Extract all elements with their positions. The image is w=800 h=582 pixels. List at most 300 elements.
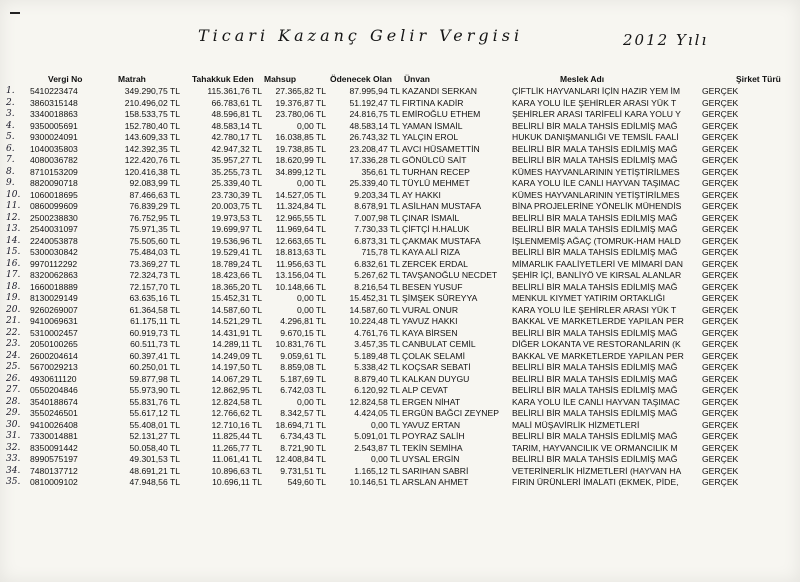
unvan-cell: UYSAL ERGİN [402,454,460,464]
tahakkuk-cell: 35.957,27 TL [211,155,262,165]
handwritten-year: 2012 Yılı [623,31,709,49]
row-number: 23. [6,339,21,349]
tahakkuk-cell: 42.947,32 TL [211,143,262,154]
meslek-cell: BELİRLİ BİR MALA TAHSİS EDİLMİŞ MAĞ [512,373,678,384]
meslek-cell: BELİRLİ BİR MALA TAHSİS EDİLMİŞ MAĞ [512,120,678,131]
sirket-cell: GERÇEK [702,442,739,453]
mahsup-cell: 12.408,84 TL [275,454,326,464]
mahsup-cell: 8.859,08 TL [280,362,326,372]
mahsup-cell: 8.342,57 TL [280,408,326,418]
mahsup-cell: 9.731,51 TL [280,465,326,476]
vergi-no-cell: 5300030842 [30,247,78,257]
mahsup-cell: 27.365,82 TL [275,86,326,96]
matrah-cell: 75.971,35 TL [129,224,180,234]
unvan-cell: VURAL ONUR [402,304,459,315]
mahsup-cell: 18.813,63 TL [275,247,326,257]
unvan-cell: KAZANDI SERKAN [402,86,477,96]
sirket-cell: GERÇEK [702,385,739,395]
tahakkuk-cell: 14.249,09 TL [211,350,262,361]
vergi-no-cell: 9970112292 [30,258,78,269]
tahakkuk-cell: 15.452,31 TL [211,293,262,303]
header-tahakkuk: Tahakkuk Eden [192,74,254,84]
tahakkuk-cell: 19.699,97 TL [211,224,262,234]
meslek-cell: HUKUK DANIŞMANLIĞI VE TEMSİL FAALİ [512,132,679,142]
matrah-cell: 61.364,58 TL [129,304,180,315]
sirket-cell: GERÇEK [702,224,739,234]
mahsup-cell: 0,00 TL [297,293,326,303]
matrah-cell: 76.752,95 TL [129,212,180,223]
sirket-cell: GERÇEK [702,350,739,361]
table-row [0,477,800,489]
header-mahsup: Mahsup [264,74,297,84]
odenecek-cell: 7.730,33 TL [354,224,400,234]
matrah-cell: 120.416,38 TL [124,166,180,177]
matrah-cell: 152.780,40 TL [124,120,180,131]
vergi-no-cell: 3550246501 [30,408,78,418]
vergi-no-cell: 9350005691 [30,120,78,131]
meslek-cell: ÇİFTLİK HAYVANLARI İÇİN HAZIR YEM İM [512,86,681,96]
sirket-cell: GERÇEK [702,97,739,108]
table-row [0,155,800,167]
tahakkuk-cell: 48.596,81 TL [211,109,262,119]
table-row [0,247,800,259]
tahakkuk-cell: 10.696,11 TL [212,477,262,487]
vergi-no-cell: 5410223474 [30,86,78,96]
row-number: 18. [6,281,21,292]
sirket-cell: GERÇEK [702,132,739,142]
row-number: 7. [6,155,15,165]
mahsup-cell: 13.156,04 TL [275,270,326,280]
sirket-cell: GERÇEK [702,362,739,372]
mahsup-cell: 9.670,15 TL [280,327,326,338]
tahakkuk-cell: 14.067,29 TL [211,373,262,384]
vergi-no-cell: 8710153209 [30,166,78,177]
row-number: 16. [6,258,21,269]
matrah-cell: 142.392,35 TL [124,143,180,154]
vergi-no-cell: 0550204846 [30,385,78,395]
meslek-cell: BELİRLİ BİR MALA TAHSİS EDİLMİŞ MAĞ [512,247,678,257]
vergi-no-cell: 2240053878 [30,235,78,246]
sirket-cell: GERÇEK [702,396,739,407]
matrah-cell: 55.973,90 TL [129,385,180,395]
tahakkuk-cell: 35.255,73 TL [211,166,262,177]
meslek-cell: BELİRLİ BİR MALA TAHSİS EDİLMİŞ MAĞ [512,155,678,165]
sirket-cell: GERÇEK [702,258,739,269]
row-number: 1. [6,86,15,96]
table-row [0,270,800,282]
mahsup-cell: 12.965,55 TL [275,212,326,223]
vergi-no-cell: 8820090718 [30,178,78,188]
row-number: 22. [6,327,21,338]
unvan-cell: POYRAZ SALİH [402,431,465,441]
matrah-cell: 50.058,40 TL [129,442,180,453]
row-number: 21. [6,316,21,326]
row-number: 20. [6,304,21,315]
row-number: 19. [6,293,21,303]
unvan-cell: ERGÜN BAĞCI ZEYNEP [402,408,499,418]
sirket-cell: GERÇEK [702,178,739,188]
sirket-cell: GERÇEK [702,373,739,384]
unvan-cell: ÇAKMAK MUSTAFA [402,235,481,246]
sirket-cell: GERÇEK [702,431,739,441]
unvan-cell: KOÇSAR SEBATİ [402,362,471,372]
header-sirket: Şirket Türü [736,74,781,84]
odenecek-cell: 5.338,42 TL [354,362,400,372]
tahakkuk-cell: 14.289,11 TL [212,339,262,349]
unvan-cell: BESEN YUSUF [402,281,463,292]
sirket-cell: GERÇEK [702,109,739,119]
odenecek-cell: 7.007,98 TL [354,212,400,223]
meslek-cell: MENKUL KIYMET YATIRIM ORTAKLIĞI [512,293,665,303]
tahakkuk-cell: 19.973,53 TL [211,212,262,223]
row-number: 6. [6,143,15,154]
tahakkuk-cell: 11.265,77 TL [212,442,262,453]
row-number: 26. [6,373,21,384]
mahsup-cell: 0,00 TL [297,178,326,188]
sirket-cell: GERÇEK [702,201,739,211]
vergi-no-cell: 2540031097 [30,224,78,234]
odenecek-cell: 23.208,47 TL [349,143,400,154]
row-number: 31. [6,431,21,441]
unvan-cell: KAYA ALİ RIZA [402,247,460,257]
table-row [0,443,800,455]
mahsup-cell: 11.324,84 TL [276,201,326,211]
odenecek-cell: 5.091,01 TL [354,431,400,441]
odenecek-cell: 8.879,40 TL [354,373,400,384]
odenecek-cell: 4.424,05 TL [354,408,400,418]
table-row [0,167,800,179]
meslek-cell: BELİRLİ BİR MALA TAHSİS EDİLMİŞ MAĞ [512,327,678,338]
odenecek-cell: 15.452,31 TL [349,293,400,303]
meslek-cell: BELİRLİ BİR MALA TAHSİS EDİLMİŞ MAĞ [512,224,678,234]
tahakkuk-cell: 10.896,63 TL [211,465,262,476]
vergi-no-cell: 8350091442 [30,442,78,453]
mahsup-cell: 11.969,64 TL [276,224,326,234]
odenecek-cell: 25.339,40 TL [349,178,400,188]
meslek-cell: BELİRLİ BİR MALA TAHSİS EDİLMİŞ MAĞ [512,143,678,154]
matrah-cell: 73.369,27 TL [129,258,180,269]
tahakkuk-cell: 19.529,41 TL [211,247,262,257]
unvan-cell: ARSLAN AHMET [402,477,469,487]
sirket-cell: GERÇEK [702,477,739,487]
table-row [0,132,800,144]
sirket-cell: GERÇEK [702,86,739,96]
meslek-cell: KARA YOLU İLE CANLI HAYVAN TAŞIMAC [512,178,680,188]
unvan-cell: TAVŞANOĞLU NECDET [402,270,498,280]
corner-mark [10,12,20,14]
meslek-cell: BELİRLİ BİR MALA TAHSİS EDİLMİŞ MAĞ [512,362,678,372]
row-number: 24. [6,350,21,361]
odenecek-cell: 5.189,48 TL [354,350,400,361]
mahsup-cell: 8.721,90 TL [280,442,326,453]
table-row [0,236,800,248]
tahakkuk-cell: 14.431,91 TL [211,327,262,338]
unvan-cell: ZERCEK ERDAL [402,258,468,269]
table-row [0,431,800,443]
odenecek-cell: 6.873,31 TL [354,235,400,246]
unvan-cell: ÇİFTÇİ H.HALUK [402,224,470,234]
mahsup-cell: 34.899,12 TL [275,166,326,177]
row-number: 8. [6,166,15,177]
tahakkuk-cell: 12.862,95 TL [211,385,262,395]
row-number: 5. [6,132,15,142]
sirket-cell: GERÇEK [702,155,739,165]
vergi-no-cell: 3860315148 [30,97,78,108]
matrah-cell: 349.290,75 TL [124,86,180,96]
row-number: 34. [6,465,21,476]
table-row [0,408,800,420]
header-unvan: Ünvan [404,74,430,84]
vergi-no-cell: 3340018863 [30,109,78,119]
row-number: 3. [6,109,15,119]
sirket-cell: GERÇEK [702,293,739,303]
sirket-cell: GERÇEK [702,339,739,349]
meslek-cell: VETERİNERLİK HİZMETLERİ (HAYVAN HA [512,465,682,476]
meslek-cell: KARA YOLU İLE ŞEHİRLER ARASI YÜK T [512,97,677,108]
vergi-no-cell: 1660018889 [30,281,78,292]
table-row [0,201,800,213]
odenecek-cell: 8.678,91 TL [354,201,400,211]
odenecek-cell: 9.203,34 TL [354,189,400,200]
odenecek-cell: 87.995,94 TL [349,86,400,96]
sirket-cell: GERÇEK [702,270,739,280]
mahsup-cell: 9.059,61 TL [280,350,326,361]
tahakkuk-cell: 11.061,41 TL [212,454,262,464]
tahakkuk-cell: 42.780,17 TL [211,132,262,142]
mahsup-cell: 14.527,05 TL [275,189,326,200]
matrah-cell: 92.083,99 TL [129,178,180,188]
row-number: 13. [6,224,21,234]
table-row [0,259,800,271]
odenecek-cell: 8.216,54 TL [354,281,400,292]
table-row [0,328,800,340]
odenecek-cell: 715,78 TL [361,247,400,257]
table-row [0,351,800,363]
vergi-no-cell: 2600204614 [30,350,78,361]
matrah-cell: 55.408,01 TL [129,419,180,430]
sirket-cell: GERÇEK [702,120,739,131]
matrah-cell: 87.466,63 TL [129,189,180,200]
table-row [0,397,800,409]
meslek-cell: MALİ MÜŞAVİRLİK HİZMETLERİ [512,419,640,430]
unvan-cell: YALÇIN EROL [402,132,459,142]
table-row [0,305,800,317]
odenecek-cell: 5.267,62 TL [354,270,400,280]
unvan-cell: ALP CEVAT [402,385,448,395]
matrah-cell: 158.533,75 TL [124,109,180,119]
odenecek-cell: 3.457,35 TL [354,339,400,349]
sirket-cell: GERÇEK [702,465,739,476]
matrah-cell: 52.131,27 TL [129,431,180,441]
row-number: 10. [6,189,21,200]
mahsup-cell: 19.376,87 TL [275,97,326,108]
vergi-no-cell: 3540188674 [30,396,78,407]
matrah-cell: 143.609,33 TL [124,132,180,142]
vergi-no-cell: 8130029149 [30,293,78,303]
table-row [0,213,800,225]
vergi-no-cell: 5670029213 [30,362,78,372]
odenecek-cell: 12.824,58 TL [349,396,400,407]
tahakkuk-cell: 19.536,96 TL [211,235,262,246]
meslek-cell: BAKKAL VE MARKETLERDE YAPILAN PER [512,316,684,326]
tahakkuk-cell: 18.789,24 TL [211,258,262,269]
matrah-cell: 61.175,11 TL [130,316,180,326]
meslek-cell: BELİRLİ BİR MALA TAHSİS EDİLMİŞ MAĞ [512,454,678,464]
tahakkuk-cell: 14.521,29 TL [211,316,262,326]
odenecek-cell: 6.120,92 TL [354,385,400,395]
mahsup-cell: 6.742,03 TL [280,385,326,395]
row-number: 35. [6,477,21,487]
meslek-cell: BELİRLİ BİR MALA TAHSİS EDİLMİŞ MAĞ [512,408,678,418]
matrah-cell: 75.505,60 TL [129,235,180,246]
unvan-cell: AVCI HÜSAMETTİN [402,143,480,154]
row-number: 33. [6,454,21,464]
row-number: 12. [6,212,21,223]
tahakkuk-cell: 12.710,16 TL [211,419,262,430]
unvan-cell: CANBULAT CEMİL [402,339,476,349]
vergi-no-cell: 9260269007 [30,304,78,315]
unvan-cell: TÜYLÜ MEHMET [402,178,470,188]
meslek-cell: TARIM, HAYVANCILIK VE ORMANCILIK M [512,442,678,453]
vergi-no-cell: 1040035803 [30,143,78,154]
odenecek-cell: 10.146,51 TL [349,477,400,487]
vergi-no-cell: 0810009102 [30,477,78,487]
sirket-cell: GERÇEK [702,281,739,292]
unvan-cell: YAVUZ ERTAN [402,419,461,430]
odenecek-cell: 356,61 TL [361,166,400,177]
matrah-cell: 60.397,41 TL [129,350,180,361]
meslek-cell: BİNA PROJELERİNE YÖNELİK MÜHENDİS [512,201,682,211]
row-number: 30. [6,419,21,430]
tahakkuk-cell: 20.003,75 TL [211,201,262,211]
vergi-no-cell: 7480137712 [30,465,78,476]
matrah-cell: 72.324,73 TL [129,270,180,280]
matrah-cell: 63.635,16 TL [129,293,180,303]
tahakkuk-cell: 11.825,44 TL [212,431,262,441]
sirket-cell: GERÇEK [702,327,739,338]
vergi-no-cell: 4080036782 [30,155,78,165]
meslek-cell: KARA YOLU İLE CANLI HAYVAN TAŞIMAC [512,396,680,407]
table-row [0,316,800,328]
meslek-cell: BELİRLİ BİR MALA TAHSİS EDİLMİŞ MAĞ [512,431,678,441]
mahsup-cell: 4.296,81 TL [280,316,326,326]
vergi-no-cell: 9300024091 [30,132,78,142]
odenecek-cell: 17.336,28 TL [349,155,400,165]
mahsup-cell: 0,00 TL [297,396,326,407]
handwritten-title: Ticari Kazanç Gelir Vergisi [198,26,524,45]
odenecek-cell: 6.832,61 TL [354,258,400,269]
odenecek-cell: 24.816,75 TL [349,109,400,119]
unvan-cell: TURHAN RECEP [402,166,470,177]
odenecek-cell: 0,00 TL [371,419,400,430]
sirket-cell: GERÇEK [702,212,739,223]
mahsup-cell: 5.187,69 TL [280,373,326,384]
vergi-no-cell: 0860099609 [30,201,78,211]
unvan-cell: EMİROĞLU ETHEM [402,109,481,119]
table-row [0,86,800,98]
sirket-cell: GERÇEK [702,166,739,177]
unvan-cell: ŞİMŞEK SÜREYYA [402,293,478,303]
meslek-cell: KARA YOLU İLE ŞEHİRLER ARASI YÜK T [512,304,677,315]
table-row [0,339,800,351]
unvan-cell: ÇOLAK SELAMİ [402,350,466,361]
mahsup-cell: 11.956,63 TL [276,258,326,269]
vergi-no-cell: 9410026408 [30,419,78,430]
tahakkuk-cell: 18.365,20 TL [211,281,262,292]
header-matrah: Matrah [118,74,146,84]
table-row [0,98,800,110]
mahsup-cell: 6.734,43 TL [280,431,326,441]
row-number: 4. [6,120,15,131]
odenecek-cell: 26.743,32 TL [349,132,400,142]
sirket-cell: GERÇEK [702,143,739,154]
tahakkuk-cell: 48.583,14 TL [211,120,262,131]
meslek-cell: ŞEHİRLER ARASI TARİFELİ KARA YOLU Y [512,109,681,119]
tahakkuk-cell: 23.730,39 TL [211,189,262,200]
mahsup-cell: 19.738,85 TL [275,143,326,154]
matrah-cell: 60.250,01 TL [129,362,180,372]
meslek-cell: ŞEHİR İÇİ, BANLİYÖ VE KIRSAL ALANLAR [512,270,682,280]
meslek-cell: BELİRLİ BİR MALA TAHSİS EDİLMİŞ MAĞ [512,212,678,223]
mahsup-cell: 16.038,85 TL [275,132,326,142]
meslek-cell: BAKKAL VE MARKETLERDE YAPILAN PER [512,350,684,361]
vergi-no-cell: 5310002457 [30,327,78,338]
vergi-no-cell: 2050100265 [30,339,78,349]
vergi-no-cell: 7330014881 [30,431,78,441]
matrah-cell: 49.301,53 TL [129,454,180,464]
mahsup-cell: 549,60 TL [287,477,326,487]
table-header [0,74,800,86]
tahakkuk-cell: 66.783,61 TL [211,97,262,108]
odenecek-cell: 4.761,76 TL [354,327,400,338]
table-row [0,362,800,374]
mahsup-cell: 18.694,71 TL [275,419,326,430]
table-row [0,466,800,478]
tahakkuk-cell: 25.339,40 TL [211,178,262,188]
odenecek-cell: 51.192,47 TL [349,97,400,108]
unvan-cell: GÖNÜLCÜ SAİT [402,155,467,165]
sirket-cell: GERÇEK [702,408,739,418]
table-row [0,420,800,432]
table-row [0,224,800,236]
mahsup-cell: 0,00 TL [297,304,326,315]
tax-table-body [0,86,800,489]
mahsup-cell: 18.620,99 TL [275,155,326,165]
meslek-cell: İŞLENMEMİŞ AĞAÇ (TOMRUK-HAM HALD [512,235,681,246]
matrah-cell: 47.948,56 TL [129,477,180,487]
unvan-cell: ASİLHAN MUSTAFA [402,201,482,211]
row-number: 15. [6,247,21,257]
table-row [0,385,800,397]
matrah-cell: 48.691,21 TL [129,465,180,476]
unvan-cell: YAVUZ HAKKI [402,316,458,326]
matrah-cell: 60.511,73 TL [130,339,180,349]
row-number: 2. [6,97,15,108]
unvan-cell: KAYA BİRSEN [402,327,458,338]
matrah-cell: 76.839,29 TL [129,201,180,211]
meslek-cell: KÜMES HAYVANLARININ YETİŞTİRİLMES [512,189,680,200]
unvan-cell: AY HAKKI [402,189,441,200]
row-number: 29. [6,408,21,418]
row-number: 9. [6,178,15,188]
meslek-cell: BELİRLİ BİR MALA TAHSİS EDİLMİŞ MAĞ [512,385,678,395]
row-number: 11. [6,201,21,211]
odenecek-cell: 0,00 TL [371,454,400,464]
unvan-cell: YAMAN İSMAİL [402,120,463,131]
matrah-cell: 55.831,76 TL [129,396,180,407]
mahsup-cell: 23.780,06 TL [275,109,326,119]
matrah-cell: 59.877,98 TL [129,373,180,384]
